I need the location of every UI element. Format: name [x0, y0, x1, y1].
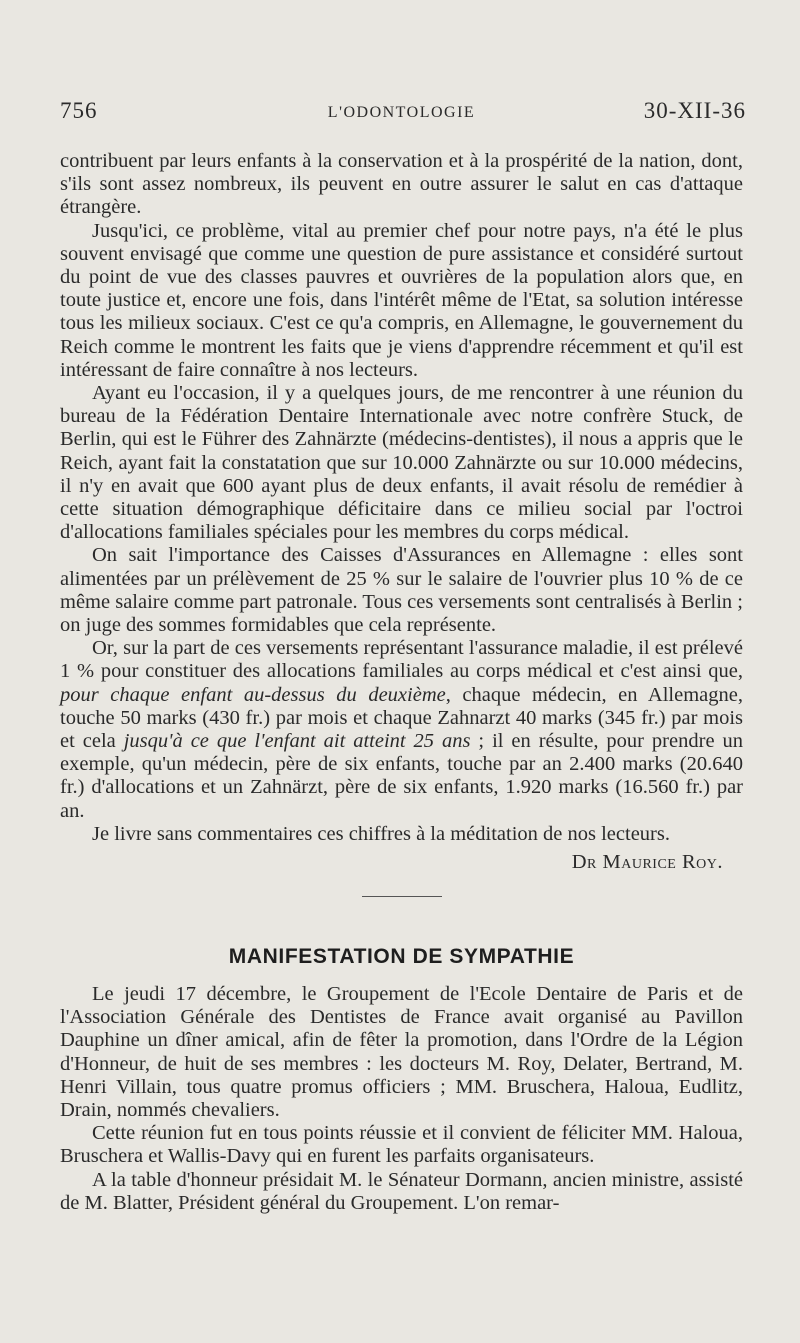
paragraph: Ayant eu l'occasion, il y a quelques jours, de me rencontrer à une réunion du bureau de la Fédération Dentaire Internationale avec notre confrère Stuck, de Berlin, qui est le Führer des Zahnärzte (médecins-dentistes), il nous a appris que le Reich, ayant fait la constatation que sur 10.000 Zahnärzte ou sur 10.000 médecins, il n'y en avait que 600 ayant plus de deux enfants, il avait résolu de remédier à cette situation démographique déficitaire dans ce milieu social par l'octroi d'allocations familiales spéciales pour les membres du corps médical.	[60, 382, 743, 544]
paragraph: On sait l'importance des Caisses d'Assurances en Allemagne : elles sont alimentées par un prélèvement de 25 % sur le salaire de l'ouvrier plus 10 % de ce même salaire comme part patronale. Tous ces versements sont centralisés à Berlin ; on juge des sommes formidables que cela représente.	[60, 544, 743, 637]
section-title: MANIFESTATION DE SYMPATHIE	[228, 945, 575, 968]
italic-run: pour chaque enfant au-dessus du deuxième	[60, 683, 446, 706]
paragraph: Cette réunion fut en tous points réussie et il convient de féliciter MM. Haloua, Bruschera et Wallis-Davy qui en furent les parfaits organisateurs.	[60, 1122, 743, 1168]
article-family-allowances	[60, 150, 743, 897]
paragraph: Le jeudi 17 décembre, le Groupement de l'Ecole Dentaire de Paris et de l'Association Générale des Dentistes de France avait organisé au Pavillon Dauphine un dîner amical, afin de fêter la promotion, dans l'Ordre de la Légion d'Honneur, de huit de ses membres : les docteurs M. Roy, Delater, Bertrand, M. Henri Villain, tous quatre promus officiers ; MM. Bruschera, Haloua, Eudlitz, Drain, nommés chevaliers.	[60, 983, 743, 1122]
running-title: L'ODONTOLOGIE	[327, 104, 476, 121]
paragraph	[60, 637, 743, 823]
paragraph: Je livre sans commentaires ces chiffres à la méditation de nos lecteurs.	[92, 822, 670, 845]
text-run: Or, sur la part de ces versements représentant l'assurance maladie, il est prélevé 1 % pour constituer des allocations familiales au corps médical et c'est ainsi que,	[60, 637, 743, 683]
paragraph: A la table d'honneur présidait M. le Sénateur Dormann, ancien ministre, assisté de M. Blatter, Président général du Groupement. L'on remar-	[60, 1168, 743, 1214]
article-sympathie	[60, 983, 743, 1215]
author-signature: Dr Maurice Roy.	[571, 851, 723, 874]
issue-date: 30-XII-36	[643, 98, 746, 123]
text-run: , chaque médecin, en Allemagne, touche 50 marks (430 fr.) par mois et chaque Zahnarzt 40 marks (345 fr.) par mois et cela	[60, 683, 743, 753]
paragraph: Jusqu'ici, ce problème, vital au premier chef pour notre pays, n'a été le plus souvent envisagé que comme une question de pure assistance et considéré surtout du point de vue des classes pauvres et ouvrières de la population alors que, en toute justice et, encore une fois, dans l'intérêt même de l'Etat, sa solution intéresse tous les milieux sociaux. C'est ce qu'a compris, en Allemagne, le gouvernement du Reich comme le montrent les faits que je viens d'apprendre récemment et qu'il est intéressant de faire connaître à nos lecteurs.	[60, 219, 743, 381]
page-number: 756	[60, 98, 98, 123]
paragraph: contribuent par leurs enfants à la conservation et à la prospérité de la nation, dont, s'ils sont assez nombreux, ils peuvent en outre assurer le salut en cas d'attaque étrangère.	[60, 150, 743, 219]
italic-run: jusqu'à ce que l'enfant ait atteint 25 ans	[123, 730, 471, 753]
section-divider	[362, 896, 442, 897]
text-run: ; il en résulte, pour prendre un exemple, qu'un médecin, père de six enfants, touche par an 2.400 marks (20.640 fr.) d'allocations et un Zahnärzt, père de six enfants, 1.920 marks (16.560 fr.) par an.	[60, 730, 743, 822]
page-header	[60, 98, 746, 132]
